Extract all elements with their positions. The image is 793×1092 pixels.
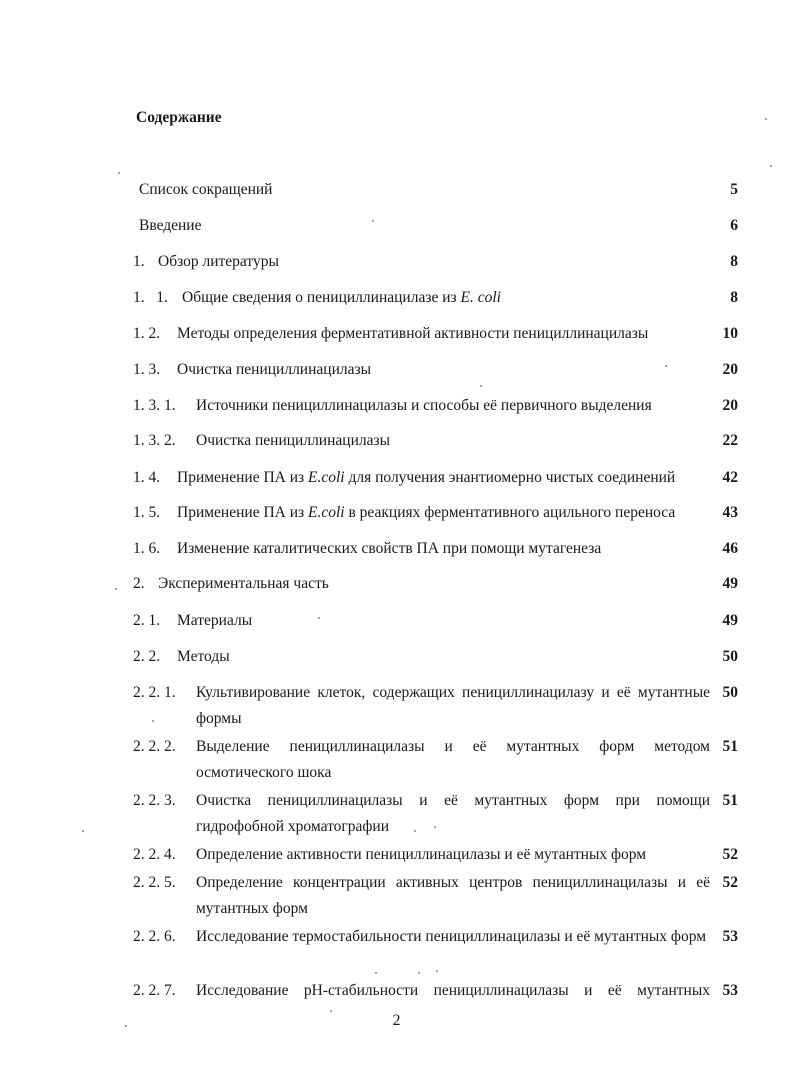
toc-entry-number: 1. 5. (133, 504, 161, 521)
toc-entry-page: 42 (722, 469, 738, 486)
toc-entry-number: 2. 2. 1. (133, 684, 176, 701)
toc-entry-text: Применение ПА из E.coli в реакциях ферментативного ацильного переноса (177, 504, 676, 521)
toc-entry-text: Исследование термостабильности пенициллинацилазы и её мутантных форм (196, 928, 707, 945)
toc-entry-italic: E.coli (308, 504, 345, 521)
toc-entry-page: 52 (722, 874, 738, 891)
scan-speck (372, 220, 374, 222)
scan-speck (125, 1025, 127, 1027)
toc-entry-page: 20 (722, 361, 738, 378)
toc-entry-number: 1. (133, 253, 145, 270)
toc-entry-number: 1. 1. (133, 289, 168, 306)
page-title: Содержание (136, 109, 222, 126)
toc-entry-page: 5 (730, 181, 738, 198)
toc-entry-page: 51 (722, 792, 738, 809)
toc-entry-number: 2. 2. 5. (133, 874, 176, 891)
scan-speck (330, 1010, 332, 1012)
toc-entry-italic: E.coli (308, 469, 345, 486)
scan-speck (152, 720, 154, 722)
toc-entry-italic: E. coli (460, 289, 501, 306)
scan-speck (115, 588, 117, 590)
toc-entry-page: 49 (722, 575, 738, 592)
toc-entry-text: Методы (177, 648, 230, 665)
toc-entry-text: Культивирование клеток, содержащих пенициллинацилазу и её мутантные формы (196, 684, 710, 727)
toc-entry-number: 2. 2. 6. (133, 928, 176, 945)
toc-entry-page: 6 (730, 217, 738, 234)
toc-entry-text: Выделение пенициллинацилазы и её мутантных форм методом осмотического шока (196, 738, 710, 781)
toc-entry-text: Исследование pH-стабильности пенициллинацилазы и её мутантных (196, 982, 710, 999)
toc-entry-number: 2. (133, 575, 145, 592)
toc-entry-number: 1. 3. 2. (133, 432, 176, 449)
toc-entry-number: 2. 2. 2. (133, 738, 176, 755)
scan-speck (765, 118, 767, 120)
toc-entry-number: 2. 2. 4. (133, 846, 176, 863)
toc-entry-page: 53 (722, 982, 738, 999)
scan-speck (436, 970, 438, 972)
toc-entry-text: Определение активности пенициллинацилазы и её мутантных форм (196, 846, 647, 863)
toc-entry-page: 46 (722, 540, 738, 557)
toc-entry-text: Определение концентрации активных центров пенициллинацилазы и её мутантных форм (196, 874, 710, 917)
toc-entry-page: 52 (722, 846, 738, 863)
toc-entry-number: 1. 3. (133, 361, 161, 378)
scan-speck (375, 972, 377, 974)
toc-entry-page: 20 (722, 397, 738, 414)
scan-speck (434, 826, 436, 828)
toc-entry-text: Очистка пенициллинацилазы (177, 361, 372, 378)
toc-entry-page: 10 (722, 325, 738, 342)
toc-entry-page: 49 (722, 612, 738, 629)
toc-entry-text: Очистка пенициллинацилазы и её мутантных форм при помощи гидрофобной хроматографии (196, 792, 710, 835)
scan-speck (418, 972, 420, 974)
toc-entry-text: Очистка пенициллинацилазы (196, 432, 391, 449)
toc-entry-page: 8 (730, 289, 738, 306)
scan-speck (665, 365, 667, 367)
toc-entry-page: 53 (722, 928, 738, 945)
toc-entry-text: Список сокращений (139, 181, 273, 198)
scan-speck (82, 830, 84, 832)
toc-entry-text: Применение ПА из E.coli для получения энантиомерно чистых соединений (177, 469, 676, 486)
toc-entry-text: Экспериментальная часть (158, 575, 329, 592)
toc-entry-number: 1. 4. (133, 469, 161, 486)
toc-entry-page: 22 (722, 432, 738, 449)
scan-speck (118, 172, 120, 174)
toc-entry-number: 2. 2. (133, 648, 161, 665)
toc-entry-number: 1. 3. 1. (133, 397, 176, 414)
toc-entry-text: Материалы (177, 612, 253, 629)
toc-entry-text: Введение (139, 217, 202, 234)
page-number: 2 (392, 1012, 401, 1029)
toc-entry-number: 1. 2. (133, 325, 161, 342)
toc-entry-page: 8 (730, 253, 738, 270)
toc-entry-text: Обзор литературы (158, 253, 279, 270)
toc-entry-page: 43 (722, 504, 738, 521)
toc-entry-number: 2. 2. 7. (133, 982, 176, 999)
scan-speck (318, 617, 320, 619)
toc-entry-page: 51 (722, 738, 738, 755)
toc-entry-number: 1. 6. (133, 540, 161, 557)
toc-entry-number: 2. 2. 3. (133, 792, 176, 809)
toc-entry-page: 50 (722, 684, 738, 701)
toc-entry-text: Изменение каталитических свойств ПА при помощи мутагенеза (177, 540, 602, 557)
toc-entry-text: Общие сведения о пенициллинацилазе из E. coli (182, 289, 501, 306)
toc-entry-text: Методы определения ферментативной активности пенициллинацилазы (177, 325, 649, 342)
toc-entry-page: 50 (722, 648, 738, 665)
toc-entry-number: 2. 1. (133, 612, 161, 629)
scan-speck (770, 165, 772, 167)
toc-entry-text: Источники пенициллинацилазы и способы её первичного выделения (196, 397, 652, 414)
scan-speck (414, 830, 416, 832)
scan-speck (480, 385, 482, 387)
